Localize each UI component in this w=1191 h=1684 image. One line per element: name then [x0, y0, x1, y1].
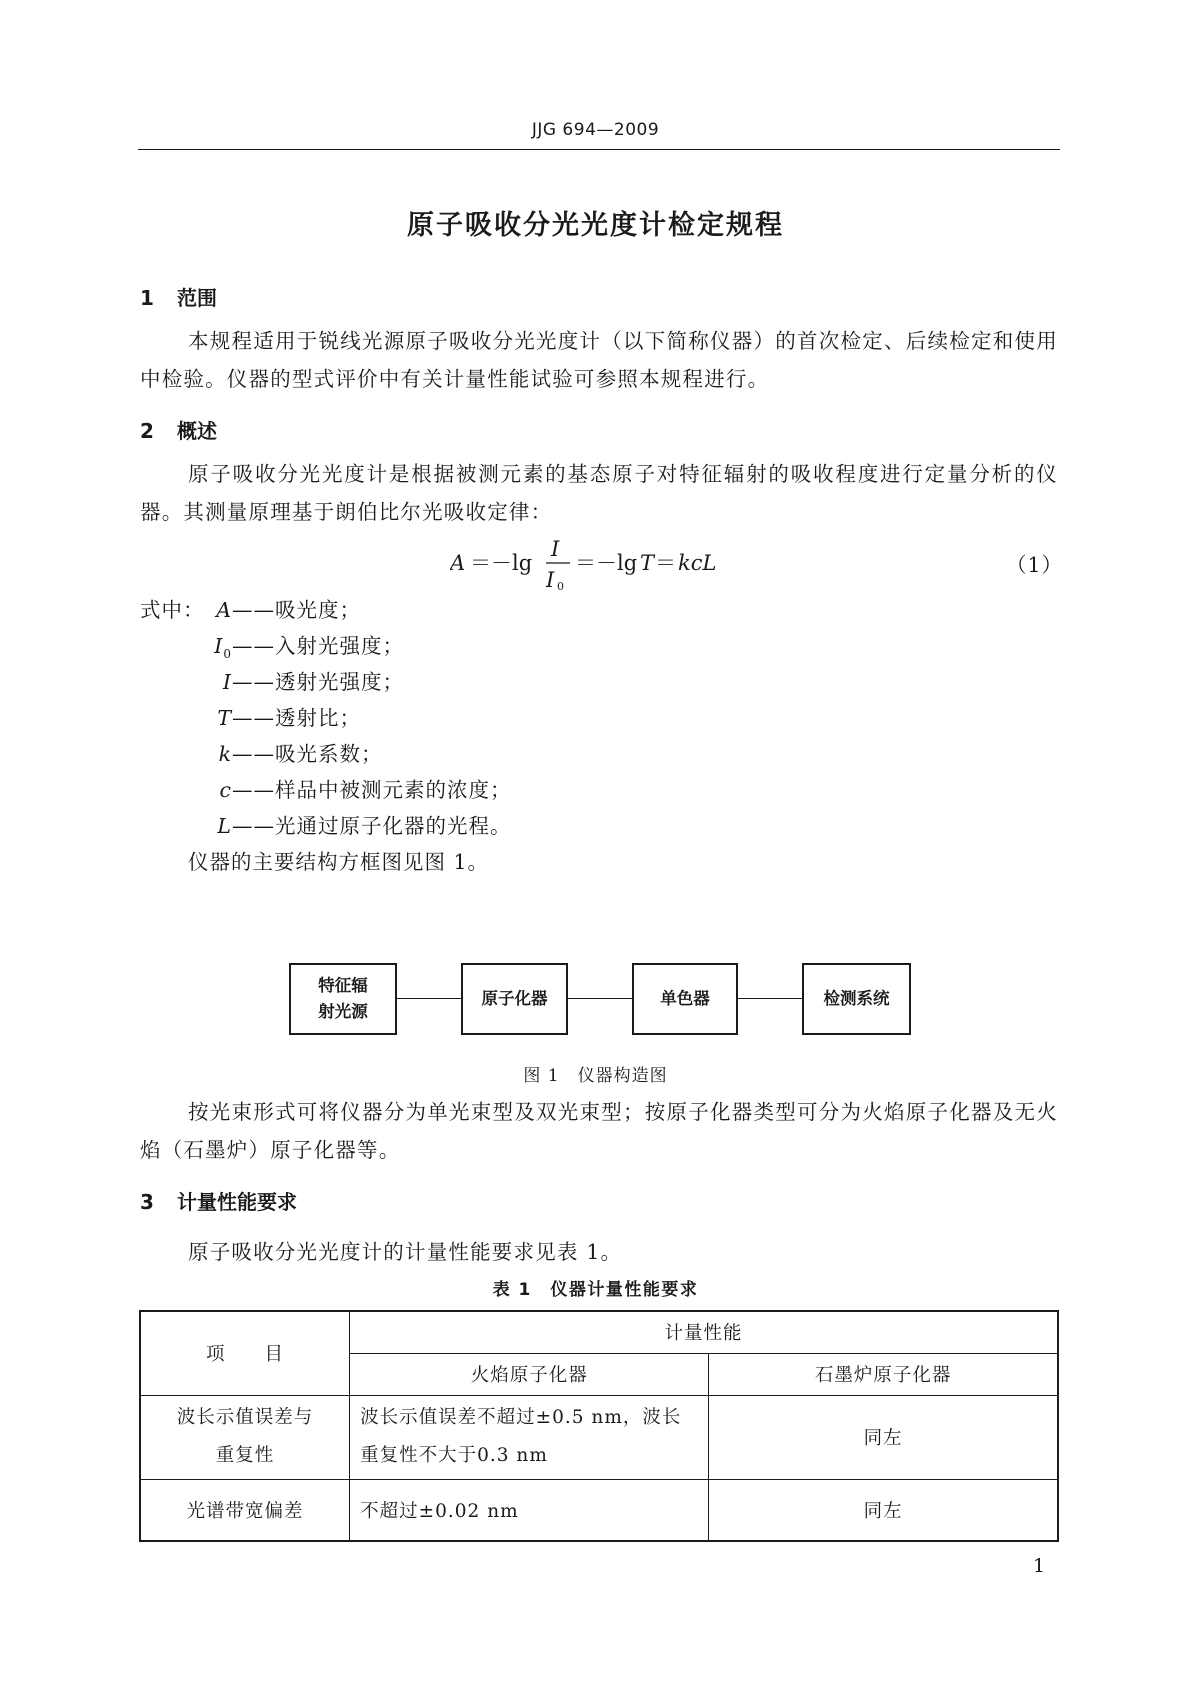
definition-item	[160, 593, 361, 623]
table-header-row	[140, 1311, 1058, 1353]
svg-text:＝－lg: ＝－lg	[470, 551, 533, 575]
document-code: JJG 694—2009	[531, 120, 660, 140]
section-title: 计量性能要求	[177, 1190, 297, 1214]
diagram-connector	[568, 998, 632, 999]
header-divider	[138, 149, 1060, 150]
section-title: 概述	[177, 419, 217, 443]
instrument-classification: 按光束形式可将仪器分为单光束型及双光束型；按原子化器类型可分为火焰原子化器及无火焰（石墨炉）原子化器等。	[140, 1100, 1058, 1162]
page-title: 原子吸收分光光度计检定规程	[407, 210, 784, 241]
diagram-box-atomizer: 原子化器	[461, 963, 568, 1035]
svg-text:T: T	[640, 551, 655, 575]
definition-item	[160, 629, 404, 661]
svg-text:I: I	[546, 568, 555, 592]
section-number: 1	[140, 286, 154, 310]
table-row	[140, 1395, 1058, 1479]
symbol: L	[217, 814, 232, 838]
svg-text:0: 0	[557, 580, 564, 593]
svg-text:A: A	[450, 551, 466, 575]
figure-caption: 图 1 仪器构造图	[523, 1066, 668, 1086]
definition-item	[160, 773, 512, 803]
svg-text:＝－lg: ＝－lg	[575, 551, 638, 575]
header-item: 项 目	[140, 1311, 350, 1395]
svg-text:I: I	[551, 537, 560, 561]
symbol: k	[218, 742, 232, 766]
section-number: 3	[140, 1190, 154, 1214]
definition-item	[160, 809, 512, 839]
cell-item: 波长示值误差与 重复性	[140, 1395, 350, 1479]
definition-text: ——透射光强度；	[232, 670, 404, 694]
svg-text:kcL: kcL	[678, 551, 717, 575]
page-number: 1	[1033, 1555, 1046, 1577]
definition-text: ——光通过原子化器的光程。	[232, 814, 512, 838]
diagram-connector	[397, 998, 461, 999]
definition-text: ——透射比；	[232, 706, 361, 730]
table-caption: 表 1 仪器计量性能要求	[492, 1280, 699, 1300]
section-3-body: 原子吸收分光光度计的计量性能要求见表 1。	[188, 1240, 623, 1264]
table-row	[140, 1479, 1058, 1541]
diagram-box-monochromator: 单色器	[632, 963, 738, 1035]
definition-text: ——吸光度；	[232, 598, 361, 622]
header-furnace: 石墨炉原子化器	[709, 1353, 1058, 1395]
definition-item	[160, 665, 404, 695]
section-2-body: 原子吸收分光光度计是根据被测元素的基态原子对特征辐射的吸收程度进行定量分析的仪器。其测量原理基于朗伯比尔光吸收定律：	[140, 462, 1058, 524]
definition-item	[160, 737, 383, 767]
symbol: c	[219, 778, 232, 802]
symbol: T	[217, 706, 232, 730]
lambert-beer-formula	[450, 532, 750, 596]
definition-text: ——入射光强度；	[232, 634, 404, 658]
svg-text:＝: ＝	[655, 551, 676, 575]
equation-number: （1）	[1006, 553, 1064, 577]
figure-reference: 仪器的主要结构方框图见图 1。	[188, 850, 490, 874]
section-2-heading	[140, 415, 217, 444]
symbol: I	[222, 670, 232, 694]
header-flame: 火焰原子化器	[350, 1353, 709, 1395]
section-1-heading	[140, 282, 217, 311]
header-performance: 计量性能	[350, 1311, 1058, 1353]
diagram-box-light-source: 特征辐 射光源	[289, 963, 397, 1035]
definition-item	[160, 701, 361, 731]
definition-text: ——样品中被测元素的浓度；	[232, 778, 512, 802]
symbol: A	[216, 598, 232, 622]
symbol: $I_0$	[214, 634, 232, 661]
diagram-connector	[738, 998, 802, 999]
section-title: 范围	[177, 286, 217, 310]
equation-1	[450, 532, 750, 596]
where-label: 式中：	[140, 598, 205, 622]
section-3-heading	[140, 1186, 297, 1215]
section-number: 2	[140, 419, 154, 443]
cell-furnace: 同左	[709, 1479, 1058, 1541]
cell-item: 光谱带宽偏差	[140, 1479, 350, 1541]
section-1-body: 本规程适用于锐线光源原子吸收分光光度计（以下简称仪器）的首次检定、后续检定和使用中检验。仪器的型式评价中有关计量性能试验可参照本规程进行。	[140, 329, 1058, 391]
performance-table	[139, 1310, 1059, 1542]
cell-flame: 不超过±0.02 nm	[350, 1479, 709, 1541]
cell-furnace: 同左	[709, 1395, 1058, 1479]
cell-flame: 波长示值误差不超过±0.5 nm，波长重复性不大于0.3 nm	[350, 1395, 709, 1479]
diagram-box-detection-system: 检测系统	[802, 963, 911, 1035]
definition-text: ——吸光系数；	[232, 742, 383, 766]
